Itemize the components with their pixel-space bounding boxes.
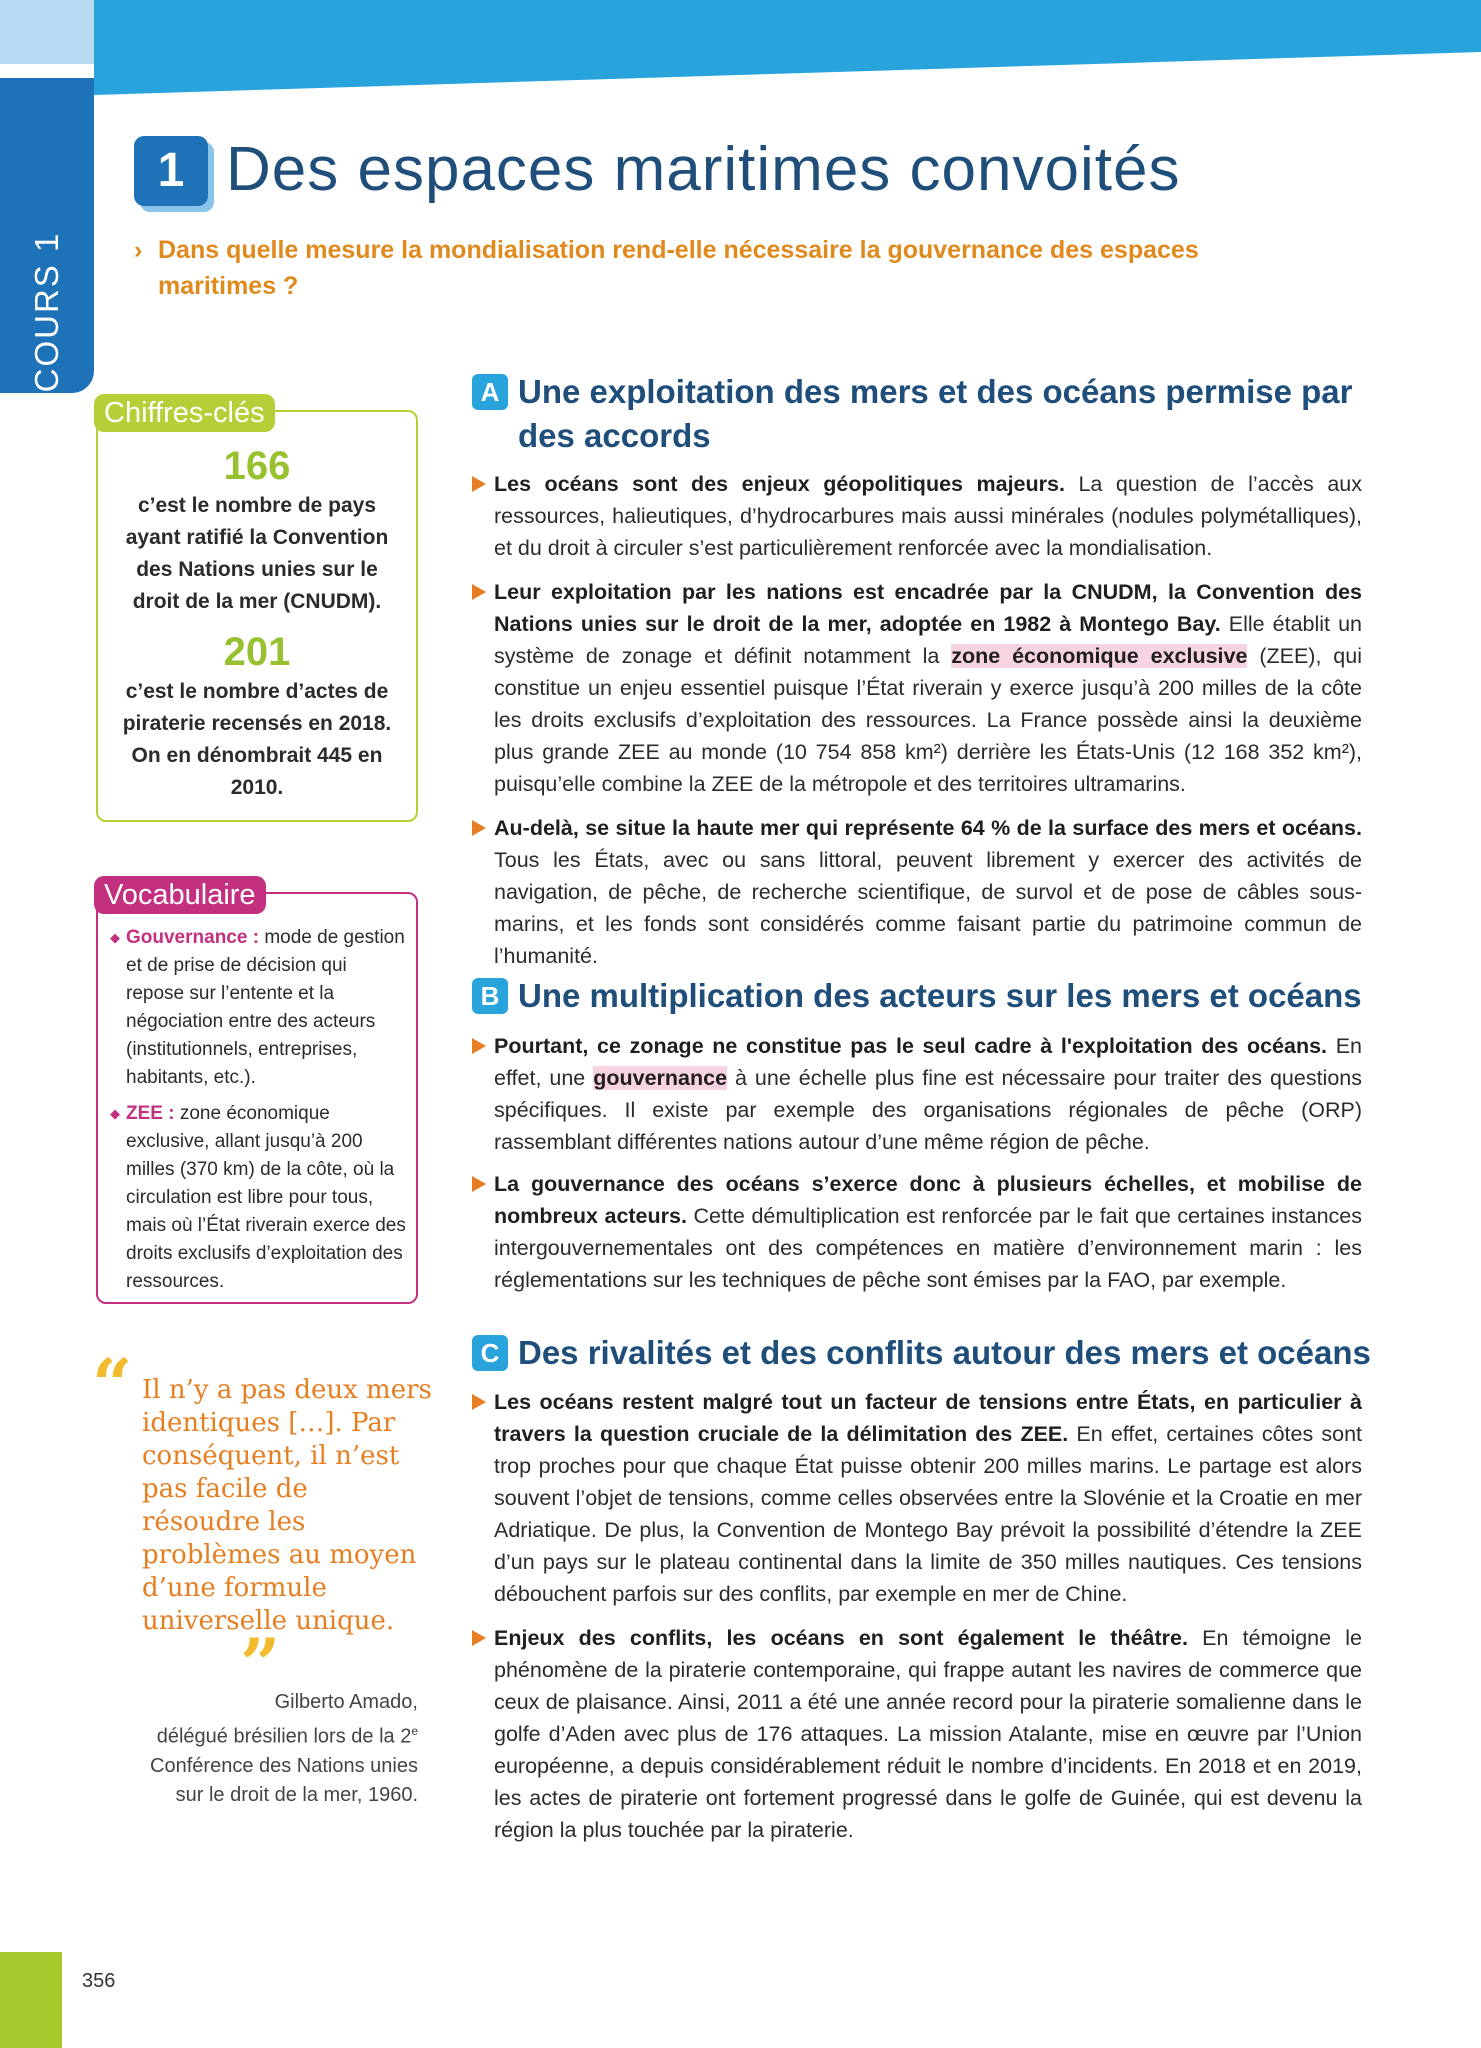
paragraph-lead: La gouvernance des océans s’exerce donc à plusieurs échelles, et mobilise de nombreux acteurs. xyxy=(494,1172,1362,1228)
paragraph-lead: Pourtant, ce zonage ne constitue pas le seul cadre à l'exploitation des océans. xyxy=(494,1034,1328,1058)
section-letter-badge: A xyxy=(472,374,508,410)
section-heading-a xyxy=(472,370,1372,458)
vocabulary-term: ZEE : xyxy=(126,1103,175,1124)
problem-question xyxy=(134,232,1234,304)
paragraph-text: En effet, certaines côtes sont trop proches pour que chaque État puisse obtenir 200 milles marins. Le partage est alors souvent l’objet de tensions, comme celles observées entre la Slovénie et la Croatie en mer Adriatique. De plus, la Convention de Montego Bay prévoit la possibilité d’étendre la ZEE d’un pays sur le plateau continental dans la limite de 350 milles nautiques. Ces tensions débouchent parfois sur des conflits, par exemple en mer de Chine. xyxy=(494,1422,1363,1606)
side-course-tab xyxy=(0,78,94,393)
side-course-label: COURS 1 xyxy=(28,231,65,393)
chevron-right-icon: › xyxy=(134,236,143,264)
section-title: Des rivalités et des conflits autour des mers et océans xyxy=(518,1334,1371,1371)
arrow-bullet-icon xyxy=(472,476,486,492)
vocabulary-highlight: zone économique exclusive xyxy=(951,644,1248,668)
section-letter-badge: C xyxy=(472,1335,508,1371)
paragraph xyxy=(472,812,1362,972)
arrow-bullet-icon xyxy=(472,1630,486,1646)
vocabulary-definition: zone économique exclusive, allant jusqu’à 200 milles (370 km) de la côte, où la circulation est libre pour tous, mais où l’État riverain exerce des droits exclusifs d’exploitation des ressources. xyxy=(126,1103,406,1292)
paragraph-text: En témoigne le phénomène de la piraterie contemporaine, qui frappe autant les navires de commerce que ceux de plaisance. Ainsi, 2011 a été une année record pour la piraterie somalienne dans le golfe d’Aden avec plus de 176 attaques. La mission Atalante, mise en œuvre par l’Union européenne, a depuis considérablement réduit le nombre d’incidents. En 2018 et en 2019, les actes de piraterie ont fortement progressé dans le golfe de Guinée, qui est devenu la région la plus touchée par la piraterie. xyxy=(494,1626,1362,1842)
vocabulary-label: Vocabulaire xyxy=(94,876,266,914)
paragraph-text: La question de l’accès aux ressources, halieutiques, d’hydrocarbures mais aussi minérales (nodules polymétalliques), et du droit à circuler s’est particulièrement renforcée avec la mondialisation. xyxy=(494,472,1362,560)
paragraph xyxy=(472,1030,1362,1158)
paragraph-text: En effet, une xyxy=(494,1034,1363,1090)
paragraph-lead: Les océans restent malgré tout un facteur de tensions entre États, en particulier à travers la question cruciale de la délimitation des ZEE. xyxy=(494,1390,1362,1446)
section-heading-c xyxy=(472,1331,1372,1375)
key-figure-number: 166 xyxy=(223,444,291,488)
arrow-bullet-icon xyxy=(472,1038,486,1054)
section-letter-badge: B xyxy=(472,978,508,1014)
vocabulary-highlight: gouvernance xyxy=(593,1066,728,1090)
quote-role-rest: Conférence des Nations unies sur le droit de la mer, 1960. xyxy=(150,1754,418,1806)
section-title: Une exploitation des mers et des océans permise par des accords xyxy=(518,373,1353,454)
section-heading-b xyxy=(472,974,1372,1018)
paragraph-text: à une échelle plus fine est nécessaire pour traiter des questions spécifiques. Il existe par exemple des organisations régionales de pêche (ORP) rassemblant différentes nations autour d’une même région de pêche. xyxy=(494,1066,1362,1154)
vocabulary-term: Gouvernance : xyxy=(126,927,260,948)
paragraph-text: Tous les États, avec ou sans littoral, peuvent librement y exercer des activités de navigation, de pêche, de recherche scientifique, de survol et de pose de câbles sous-marins, et les fonds sont considérés comme faisant partie du patrimoine commun de l’humanité. xyxy=(494,848,1362,968)
arrow-bullet-icon xyxy=(472,1176,486,1192)
close-quote-icon: ” xyxy=(240,1623,281,1706)
paragraph-lead: Enjeux des conflits, les océans en sont également le théâtre. xyxy=(494,1626,1188,1650)
vocabulary-definition: mode de gestion et de prise de décision qui repose sur l’entente et la négociation entre des acteurs (institutionnels, entreprises, habitants, etc.). xyxy=(126,927,405,1088)
diamond-bullet-icon: ◆ xyxy=(110,930,120,945)
diamond-bullet-icon: ◆ xyxy=(110,1106,120,1121)
paragraph xyxy=(472,576,1362,800)
vocabulary-list xyxy=(110,924,410,1304)
arrow-bullet-icon xyxy=(472,584,486,600)
quote-text: Il n’y a pas deux mers identiques […]. Par conséquent, il n’est pas facile de résoudre les problèmes au moyen d’une formule universelle unique. xyxy=(142,1375,432,1636)
paragraph-text: (ZEE), qui constitue un enjeu essentiel puisque l’État riverain y exerce jusqu’à 200 milles de la côte les droits exclusifs d’exploitation des ressources. La France possède ainsi la deuxième plus grande ZEE au monde (10 754 858 km²) derrière les États-Unis (12 168 352 km²), puisqu’elle combine la ZEE de la métropole et des territoires ultramarins. xyxy=(494,644,1362,796)
problem-question-text: Dans quelle mesure la mondialisation rend-elle nécessaire la gouvernance des espaces maritimes ? xyxy=(158,236,1199,300)
top-banner xyxy=(0,0,1481,95)
paragraph-lead: Les océans sont des enjeux géopolitiques majeurs. xyxy=(494,472,1065,496)
paragraph xyxy=(472,468,1362,564)
paragraph xyxy=(472,1168,1362,1296)
key-figure-number: 201 xyxy=(223,630,291,674)
vocabulary-box xyxy=(96,879,418,1304)
paragraph-text: Cette démultiplication est renforcée par le fait que certaines instances intergouvernementales ont des compétences en matière d’environnement marin : les réglementations sur les techniques de pêche sont émises par la FAO, par exemple. xyxy=(494,1204,1362,1292)
vocabulary-item xyxy=(110,1100,410,1296)
quote-role-sup: e xyxy=(411,1724,418,1738)
key-figures-label: Chiffres-clés xyxy=(94,394,275,432)
open-quote-icon: “ xyxy=(92,1343,133,1426)
arrow-bullet-icon xyxy=(472,1394,486,1410)
paragraph-lead: Leur exploitation par les nations est encadrée par la CNUDM, la Convention des Nations unies sur le droit de la mer, adoptée en 1982 à Montego Bay. xyxy=(494,580,1362,636)
paragraph-lead: Au-delà, se situe la haute mer qui représente 64 % de la surface des mers et océans. xyxy=(494,816,1362,840)
paragraph xyxy=(472,1622,1362,1846)
chapter-number-badge: 1 xyxy=(134,136,208,206)
key-figures-box xyxy=(96,397,418,822)
footer-color-bar xyxy=(0,1952,62,2048)
quote-author: Gilberto Amado, xyxy=(274,1691,418,1713)
quote-attribution xyxy=(140,1688,418,1810)
section-title: Une multiplication des acteurs sur les mers et océans xyxy=(518,977,1362,1014)
key-figure-text: c’est le nombre de pays ayant ratifié la Convention des Nations unies sur le droit de la mer (CNUDM). xyxy=(125,494,389,613)
page-number: 356 xyxy=(82,1970,116,1992)
paragraph-text: Elle établit un système de zonage et définit notamment la xyxy=(494,612,1362,668)
quote-role: délégué brésilien lors de la 2 xyxy=(156,1725,412,1748)
vocabulary-item xyxy=(110,924,410,1092)
key-figure-text: c’est le nombre d’actes de piraterie recensés en 2018. On en dénombrait 445 en 2010. xyxy=(122,680,392,799)
chapter-title: Des espaces maritimes convoités xyxy=(226,135,1181,204)
paragraph xyxy=(472,1386,1362,1610)
arrow-bullet-icon xyxy=(472,820,486,836)
